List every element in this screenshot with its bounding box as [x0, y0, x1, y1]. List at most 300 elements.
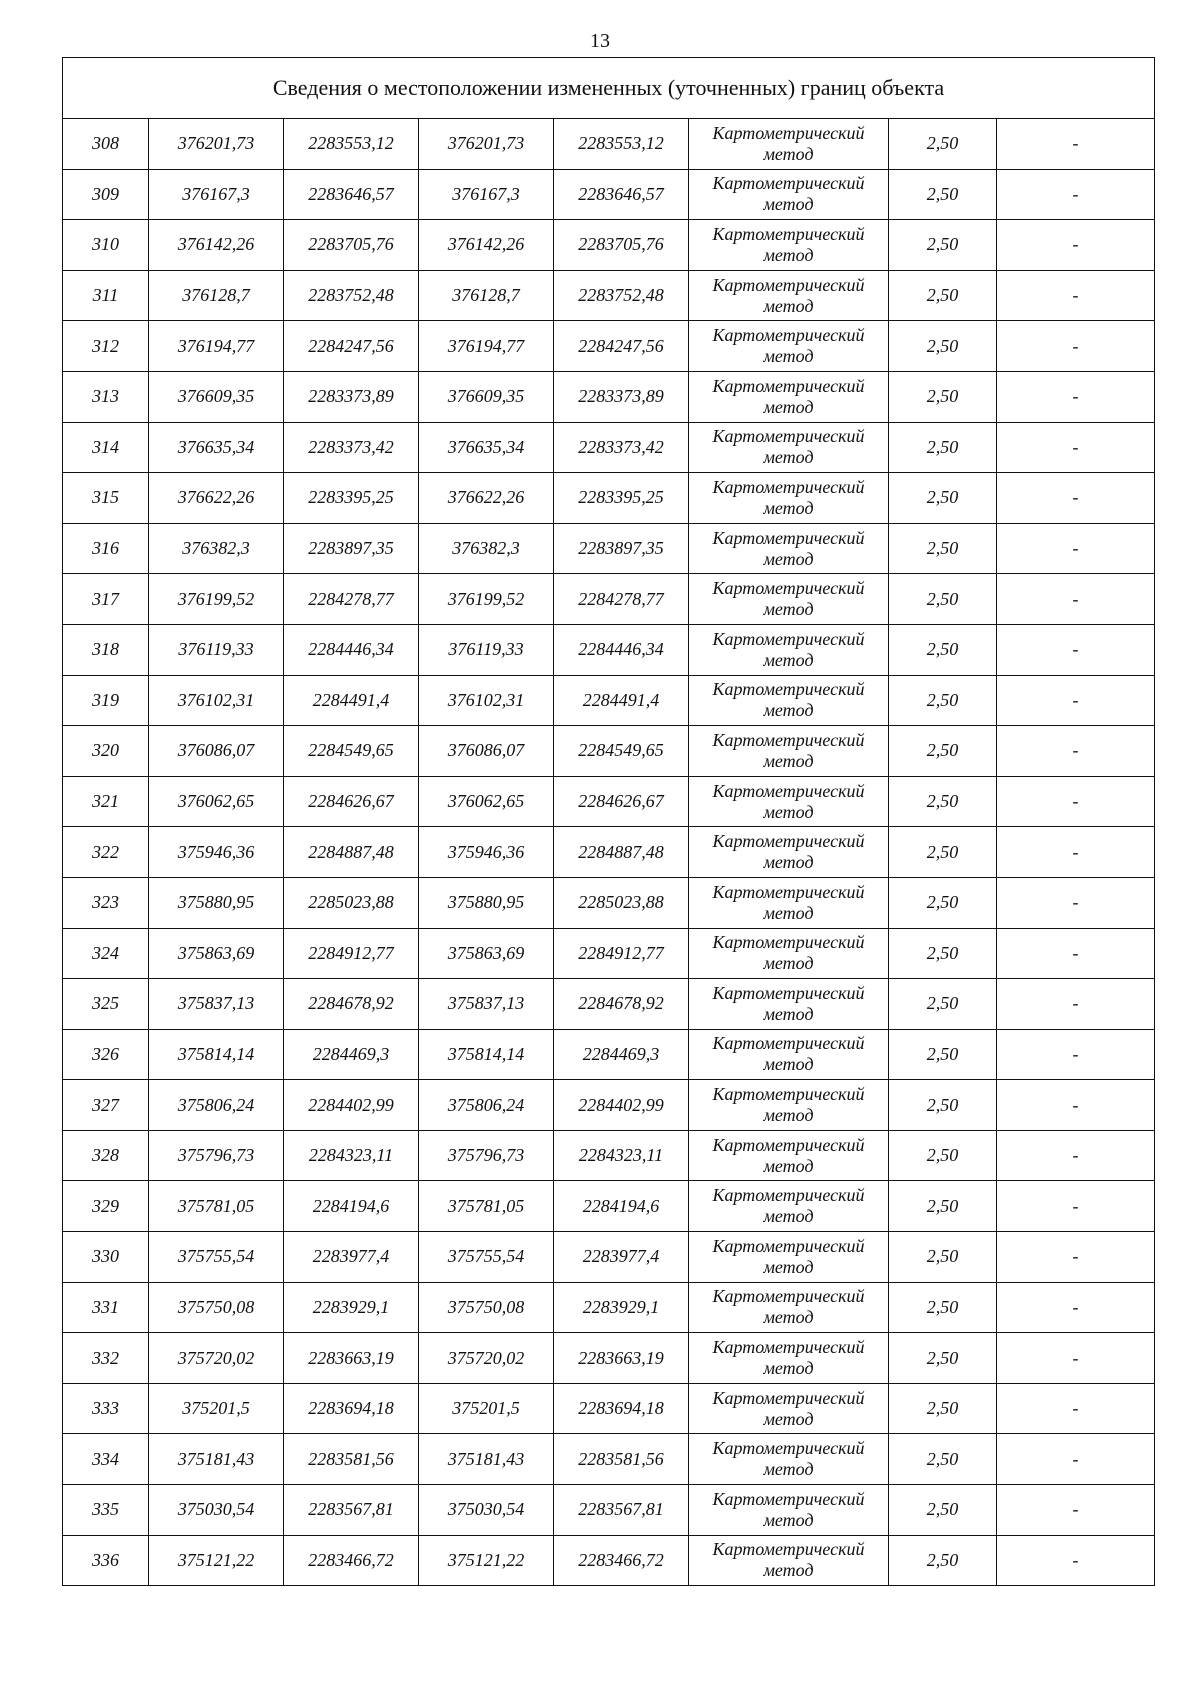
- table-row: [63, 473, 1155, 524]
- old-x-cell: 375814,14: [149, 1029, 284, 1080]
- method-line-2: метод: [763, 801, 814, 822]
- method-line-2: метод: [763, 1256, 814, 1277]
- description-cell: -: [997, 1434, 1155, 1485]
- new-x-cell: 376635,34: [419, 422, 554, 473]
- method-line-1: Картометрический: [712, 527, 865, 548]
- new-x-cell: 376128,7: [419, 270, 554, 321]
- description-cell: -: [997, 1181, 1155, 1232]
- method-cell: [689, 675, 889, 726]
- table-row: [63, 1080, 1155, 1131]
- old-x-cell: 376201,73: [149, 119, 284, 170]
- error-cell: 2,50: [889, 321, 997, 372]
- method-line-2: метод: [763, 649, 814, 670]
- method-line-1: Картометрический: [712, 1185, 865, 1206]
- point-number-cell: 329: [63, 1181, 149, 1232]
- new-x-cell: 375880,95: [419, 877, 554, 928]
- point-number-cell: 320: [63, 726, 149, 777]
- point-number-cell: 313: [63, 371, 149, 422]
- description-cell: -: [997, 1232, 1155, 1283]
- error-cell: 2,50: [889, 270, 997, 321]
- new-x-cell: 375121,22: [419, 1535, 554, 1586]
- new-x-cell: 376119,33: [419, 624, 554, 675]
- old-y-cell: 2283897,35: [284, 523, 419, 574]
- old-x-cell: 375201,5: [149, 1383, 284, 1434]
- table-row: [63, 1485, 1155, 1536]
- method-line-1: Картометрический: [712, 1337, 865, 1358]
- method-line-2: метод: [763, 295, 814, 316]
- new-y-cell: 2283373,42: [554, 422, 689, 473]
- method-line-2: метод: [763, 447, 814, 468]
- new-y-cell: 2283897,35: [554, 523, 689, 574]
- old-y-cell: 2283567,81: [284, 1485, 419, 1536]
- new-x-cell: 376142,26: [419, 220, 554, 271]
- method-line-2: метод: [763, 1358, 814, 1379]
- error-cell: 2,50: [889, 220, 997, 271]
- point-number-cell: 317: [63, 574, 149, 625]
- old-y-cell: 2283373,42: [284, 422, 419, 473]
- new-x-cell: 375755,54: [419, 1232, 554, 1283]
- description-cell: -: [997, 371, 1155, 422]
- method-line-2: метод: [763, 143, 814, 164]
- new-x-cell: 375201,5: [419, 1383, 554, 1434]
- description-cell: -: [997, 119, 1155, 170]
- old-x-cell: 376622,26: [149, 473, 284, 524]
- table-row: [63, 321, 1155, 372]
- table-row: [63, 675, 1155, 726]
- old-x-cell: 376119,33: [149, 624, 284, 675]
- new-y-cell: 2284323,11: [554, 1130, 689, 1181]
- description-cell: -: [997, 1029, 1155, 1080]
- method-line-1: Картометрический: [712, 274, 865, 295]
- table-row: [63, 1282, 1155, 1333]
- new-y-cell: 2284278,77: [554, 574, 689, 625]
- description-cell: -: [997, 776, 1155, 827]
- new-y-cell: 2284469,3: [554, 1029, 689, 1080]
- new-y-cell: 2284626,67: [554, 776, 689, 827]
- new-x-cell: 375946,36: [419, 827, 554, 878]
- point-number-cell: 315: [63, 473, 149, 524]
- table-row: [63, 220, 1155, 271]
- old-y-cell: 2284323,11: [284, 1130, 419, 1181]
- old-y-cell: 2284678,92: [284, 979, 419, 1030]
- method-line-2: метод: [763, 346, 814, 367]
- method-line-2: метод: [763, 1105, 814, 1126]
- point-number-cell: 312: [63, 321, 149, 372]
- error-cell: 2,50: [889, 675, 997, 726]
- new-y-cell: 2284912,77: [554, 928, 689, 979]
- method-cell: [689, 1029, 889, 1080]
- old-x-cell: 375755,54: [149, 1232, 284, 1283]
- new-x-cell: 375806,24: [419, 1080, 554, 1131]
- new-y-cell: 2284194,6: [554, 1181, 689, 1232]
- table-row: [63, 1535, 1155, 1586]
- new-x-cell: 375750,08: [419, 1282, 554, 1333]
- old-x-cell: 375181,43: [149, 1434, 284, 1485]
- method-cell: [689, 1282, 889, 1333]
- old-y-cell: 2283705,76: [284, 220, 419, 271]
- point-number-cell: 322: [63, 827, 149, 878]
- point-number-cell: 310: [63, 220, 149, 271]
- old-x-cell: 376062,65: [149, 776, 284, 827]
- table-row: [63, 877, 1155, 928]
- old-x-cell: 376382,3: [149, 523, 284, 574]
- method-line-2: метод: [763, 750, 814, 771]
- method-line-1: Картометрический: [712, 173, 865, 194]
- error-cell: 2,50: [889, 169, 997, 220]
- new-x-cell: 376086,07: [419, 726, 554, 777]
- new-x-cell: 375720,02: [419, 1333, 554, 1384]
- table-row: [63, 523, 1155, 574]
- method-cell: [689, 1130, 889, 1181]
- method-line-1: Картометрический: [712, 1387, 865, 1408]
- new-y-cell: 2283977,4: [554, 1232, 689, 1283]
- method-line-2: метод: [763, 1054, 814, 1075]
- method-line-1: Картометрический: [712, 375, 865, 396]
- method-cell: [689, 119, 889, 170]
- method-line-1: Картометрический: [712, 1134, 865, 1155]
- new-x-cell: 376609,35: [419, 371, 554, 422]
- method-line-1: Картометрический: [712, 1539, 865, 1560]
- error-cell: 2,50: [889, 1080, 997, 1131]
- point-number-cell: 316: [63, 523, 149, 574]
- point-number-cell: 323: [63, 877, 149, 928]
- new-x-cell: 376201,73: [419, 119, 554, 170]
- old-x-cell: 375880,95: [149, 877, 284, 928]
- method-line-1: Картометрический: [712, 122, 865, 143]
- old-y-cell: 2283663,19: [284, 1333, 419, 1384]
- new-x-cell: 375814,14: [419, 1029, 554, 1080]
- description-cell: -: [997, 675, 1155, 726]
- point-number-cell: 308: [63, 119, 149, 170]
- method-cell: [689, 928, 889, 979]
- table-row: [63, 422, 1155, 473]
- table-row: [63, 119, 1155, 170]
- new-x-cell: 375837,13: [419, 979, 554, 1030]
- description-cell: -: [997, 523, 1155, 574]
- new-y-cell: 2283567,81: [554, 1485, 689, 1536]
- method-line-2: метод: [763, 953, 814, 974]
- new-y-cell: 2284678,92: [554, 979, 689, 1030]
- method-cell: [689, 169, 889, 220]
- old-x-cell: 376194,77: [149, 321, 284, 372]
- method-cell: [689, 371, 889, 422]
- method-cell: [689, 877, 889, 928]
- old-y-cell: 2284912,77: [284, 928, 419, 979]
- new-y-cell: 2283752,48: [554, 270, 689, 321]
- point-number-cell: 336: [63, 1535, 149, 1586]
- error-cell: 2,50: [889, 1232, 997, 1283]
- method-cell: [689, 1181, 889, 1232]
- table-row: [63, 1029, 1155, 1080]
- old-y-cell: 2284402,99: [284, 1080, 419, 1131]
- point-number-cell: 311: [63, 270, 149, 321]
- method-cell: [689, 422, 889, 473]
- old-x-cell: 375863,69: [149, 928, 284, 979]
- point-number-cell: 309: [63, 169, 149, 220]
- method-line-1: Картометрический: [712, 476, 865, 497]
- point-number-cell: 335: [63, 1485, 149, 1536]
- old-x-cell: 376128,7: [149, 270, 284, 321]
- page-number: 13: [590, 30, 610, 52]
- point-number-cell: 326: [63, 1029, 149, 1080]
- method-cell: [689, 1333, 889, 1384]
- table-row: [63, 169, 1155, 220]
- table-caption: Сведения о местоположении измененных (уточненных) границ объекта: [63, 58, 1155, 119]
- description-cell: -: [997, 1333, 1155, 1384]
- old-y-cell: 2283553,12: [284, 119, 419, 170]
- point-number-cell: 327: [63, 1080, 149, 1131]
- method-line-2: метод: [763, 1206, 814, 1227]
- description-cell: -: [997, 624, 1155, 675]
- method-line-2: метод: [763, 599, 814, 620]
- error-cell: 2,50: [889, 1535, 997, 1586]
- new-y-cell: 2283581,56: [554, 1434, 689, 1485]
- new-x-cell: 375181,43: [419, 1434, 554, 1485]
- description-cell: -: [997, 574, 1155, 625]
- description-cell: -: [997, 1080, 1155, 1131]
- new-x-cell: 376102,31: [419, 675, 554, 726]
- description-cell: -: [997, 422, 1155, 473]
- point-number-cell: 324: [63, 928, 149, 979]
- point-number-cell: 318: [63, 624, 149, 675]
- description-cell: -: [997, 1535, 1155, 1586]
- table-row: [63, 827, 1155, 878]
- error-cell: 2,50: [889, 119, 997, 170]
- point-number-cell: 328: [63, 1130, 149, 1181]
- old-x-cell: 376609,35: [149, 371, 284, 422]
- method-cell: [689, 776, 889, 827]
- method-cell: [689, 321, 889, 372]
- error-cell: 2,50: [889, 1383, 997, 1434]
- method-line-1: Картометрический: [712, 578, 865, 599]
- new-y-cell: 2283395,25: [554, 473, 689, 524]
- point-number-cell: 330: [63, 1232, 149, 1283]
- method-line-1: Картометрический: [712, 325, 865, 346]
- method-line-1: Картометрический: [712, 780, 865, 801]
- error-cell: 2,50: [889, 827, 997, 878]
- description-cell: -: [997, 169, 1155, 220]
- new-y-cell: 2284887,48: [554, 827, 689, 878]
- table-row: [63, 270, 1155, 321]
- method-line-1: Картометрический: [712, 982, 865, 1003]
- method-line-2: метод: [763, 1155, 814, 1176]
- table-body: [63, 119, 1155, 1586]
- new-y-cell: 2285023,88: [554, 877, 689, 928]
- old-y-cell: 2284549,65: [284, 726, 419, 777]
- new-y-cell: 2284549,65: [554, 726, 689, 777]
- error-cell: 2,50: [889, 523, 997, 574]
- old-x-cell: 375030,54: [149, 1485, 284, 1536]
- method-line-2: метод: [763, 396, 814, 417]
- old-x-cell: 376167,3: [149, 169, 284, 220]
- point-number-cell: 321: [63, 776, 149, 827]
- method-line-1: Картометрический: [712, 1488, 865, 1509]
- method-cell: [689, 1080, 889, 1131]
- point-number-cell: 332: [63, 1333, 149, 1384]
- old-y-cell: 2283752,48: [284, 270, 419, 321]
- new-y-cell: 2283646,57: [554, 169, 689, 220]
- method-line-1: Картометрический: [712, 1033, 865, 1054]
- method-cell: [689, 1232, 889, 1283]
- method-line-1: Картометрический: [712, 223, 865, 244]
- description-cell: -: [997, 928, 1155, 979]
- old-y-cell: 2283395,25: [284, 473, 419, 524]
- old-y-cell: 2284469,3: [284, 1029, 419, 1080]
- table-row: [63, 1130, 1155, 1181]
- method-cell: [689, 523, 889, 574]
- method-cell: [689, 1535, 889, 1586]
- method-line-2: метод: [763, 1459, 814, 1480]
- old-x-cell: 376086,07: [149, 726, 284, 777]
- new-y-cell: 2283694,18: [554, 1383, 689, 1434]
- method-line-2: метод: [763, 700, 814, 721]
- method-line-2: метод: [763, 1560, 814, 1581]
- method-line-1: Картометрический: [712, 1235, 865, 1256]
- old-y-cell: 2283581,56: [284, 1434, 419, 1485]
- table-row: [63, 1181, 1155, 1232]
- error-cell: 2,50: [889, 979, 997, 1030]
- old-y-cell: 2283466,72: [284, 1535, 419, 1586]
- boundary-coordinates-table: [62, 57, 1155, 1586]
- old-y-cell: 2284278,77: [284, 574, 419, 625]
- old-x-cell: 376142,26: [149, 220, 284, 271]
- error-cell: 2,50: [889, 928, 997, 979]
- description-cell: -: [997, 827, 1155, 878]
- old-x-cell: 375796,73: [149, 1130, 284, 1181]
- old-y-cell: 2283646,57: [284, 169, 419, 220]
- description-cell: -: [997, 1383, 1155, 1434]
- new-x-cell: 375781,05: [419, 1181, 554, 1232]
- new-x-cell: 376199,52: [419, 574, 554, 625]
- error-cell: 2,50: [889, 1485, 997, 1536]
- description-cell: -: [997, 321, 1155, 372]
- table-row: [63, 979, 1155, 1030]
- method-cell: [689, 1383, 889, 1434]
- error-cell: 2,50: [889, 624, 997, 675]
- new-x-cell: 376194,77: [419, 321, 554, 372]
- table-row: [63, 1383, 1155, 1434]
- error-cell: 2,50: [889, 1029, 997, 1080]
- error-cell: 2,50: [889, 371, 997, 422]
- method-line-2: метод: [763, 852, 814, 873]
- old-y-cell: 2283929,1: [284, 1282, 419, 1333]
- description-cell: -: [997, 877, 1155, 928]
- method-line-2: метод: [763, 497, 814, 518]
- new-y-cell: 2283705,76: [554, 220, 689, 271]
- point-number-cell: 314: [63, 422, 149, 473]
- error-cell: 2,50: [889, 1333, 997, 1384]
- method-line-2: метод: [763, 902, 814, 923]
- point-number-cell: 325: [63, 979, 149, 1030]
- table-row: [63, 624, 1155, 675]
- method-cell: [689, 473, 889, 524]
- old-y-cell: 2284194,6: [284, 1181, 419, 1232]
- new-x-cell: 376167,3: [419, 169, 554, 220]
- method-cell: [689, 979, 889, 1030]
- old-y-cell: 2283373,89: [284, 371, 419, 422]
- point-number-cell: 333: [63, 1383, 149, 1434]
- method-line-1: Картометрический: [712, 881, 865, 902]
- table-row: [63, 776, 1155, 827]
- table-row: [63, 1333, 1155, 1384]
- old-y-cell: 2285023,88: [284, 877, 419, 928]
- error-cell: 2,50: [889, 1282, 997, 1333]
- old-x-cell: 376102,31: [149, 675, 284, 726]
- error-cell: 2,50: [889, 574, 997, 625]
- method-cell: [689, 1485, 889, 1536]
- old-x-cell: 375946,36: [149, 827, 284, 878]
- method-cell: [689, 624, 889, 675]
- new-x-cell: 376382,3: [419, 523, 554, 574]
- new-x-cell: 376062,65: [419, 776, 554, 827]
- new-y-cell: 2284247,56: [554, 321, 689, 372]
- method-line-1: Картометрический: [712, 831, 865, 852]
- table-row: [63, 726, 1155, 777]
- table-row: [63, 1232, 1155, 1283]
- error-cell: 2,50: [889, 1181, 997, 1232]
- error-cell: 2,50: [889, 422, 997, 473]
- method-cell: [689, 827, 889, 878]
- old-y-cell: 2284491,4: [284, 675, 419, 726]
- old-y-cell: 2284887,48: [284, 827, 419, 878]
- old-y-cell: 2283694,18: [284, 1383, 419, 1434]
- point-number-cell: 334: [63, 1434, 149, 1485]
- description-cell: -: [997, 726, 1155, 777]
- new-y-cell: 2283373,89: [554, 371, 689, 422]
- new-x-cell: 375863,69: [419, 928, 554, 979]
- description-cell: -: [997, 220, 1155, 271]
- method-line-1: Картометрический: [712, 1084, 865, 1105]
- new-y-cell: 2284446,34: [554, 624, 689, 675]
- method-line-1: Картометрический: [712, 679, 865, 700]
- method-line-2: метод: [763, 244, 814, 265]
- error-cell: 2,50: [889, 1130, 997, 1181]
- description-cell: -: [997, 979, 1155, 1030]
- old-y-cell: 2284446,34: [284, 624, 419, 675]
- method-line-1: Картометрический: [712, 932, 865, 953]
- method-cell: [689, 1434, 889, 1485]
- method-line-1: Картометрический: [712, 1438, 865, 1459]
- method-line-1: Картометрический: [712, 628, 865, 649]
- method-line-2: метод: [763, 1307, 814, 1328]
- old-x-cell: 375806,24: [149, 1080, 284, 1131]
- old-y-cell: 2284247,56: [284, 321, 419, 372]
- new-y-cell: 2283929,1: [554, 1282, 689, 1333]
- error-cell: 2,50: [889, 473, 997, 524]
- table-row: [63, 371, 1155, 422]
- method-line-2: метод: [763, 1408, 814, 1429]
- new-y-cell: 2284402,99: [554, 1080, 689, 1131]
- description-cell: -: [997, 270, 1155, 321]
- method-line-2: метод: [763, 1003, 814, 1024]
- new-x-cell: 375030,54: [419, 1485, 554, 1536]
- old-x-cell: 375781,05: [149, 1181, 284, 1232]
- new-y-cell: 2284491,4: [554, 675, 689, 726]
- method-cell: [689, 270, 889, 321]
- description-cell: -: [997, 1130, 1155, 1181]
- new-y-cell: 2283466,72: [554, 1535, 689, 1586]
- new-x-cell: 375796,73: [419, 1130, 554, 1181]
- error-cell: 2,50: [889, 776, 997, 827]
- method-cell: [689, 726, 889, 777]
- method-line-2: метод: [763, 1509, 814, 1530]
- new-y-cell: 2283663,19: [554, 1333, 689, 1384]
- old-x-cell: 375837,13: [149, 979, 284, 1030]
- method-line-1: Картометрический: [712, 426, 865, 447]
- old-x-cell: 375720,02: [149, 1333, 284, 1384]
- description-cell: -: [997, 1282, 1155, 1333]
- error-cell: 2,50: [889, 1434, 997, 1485]
